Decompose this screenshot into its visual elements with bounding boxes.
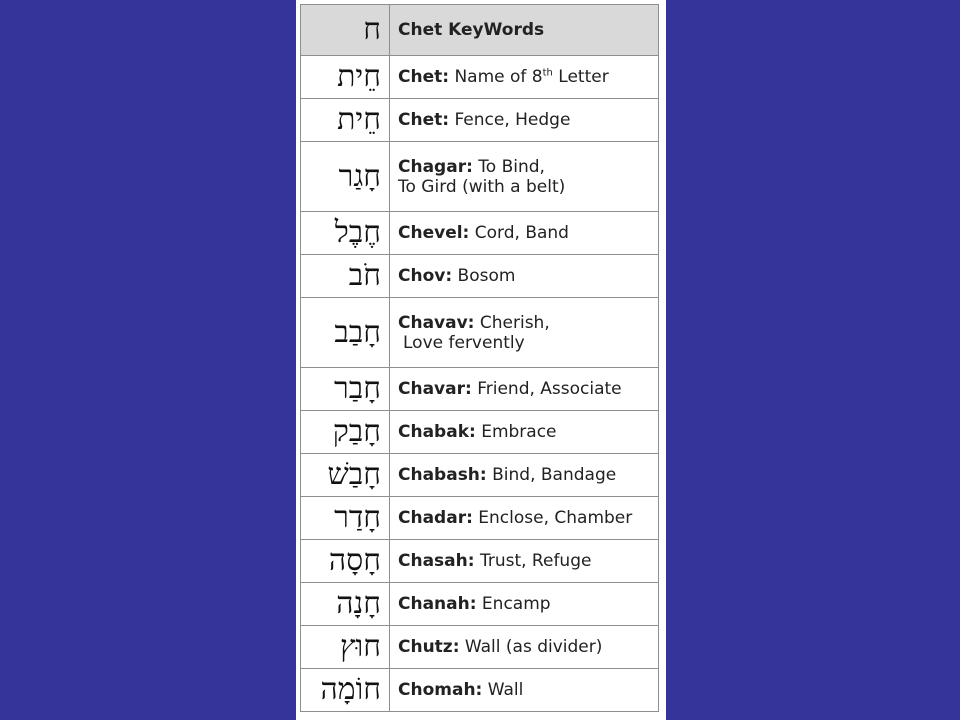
keyword-term: Chet: <box>398 67 450 87</box>
keyword-meaning: Encamp <box>476 594 551 614</box>
table-row <box>301 583 659 626</box>
keyword-term: Chavav: <box>398 312 475 333</box>
keyword-description <box>390 497 659 540</box>
hebrew-word: חֵית <box>301 56 390 99</box>
keyword-meaning-line2: To Gird (with a belt) <box>398 176 566 197</box>
keyword-term: Chasah: <box>398 551 475 571</box>
table-row <box>301 368 659 411</box>
keyword-term: Chabash: <box>398 465 487 485</box>
hebrew-word: חָבַשׁ <box>301 454 390 497</box>
table-header-row <box>301 5 659 56</box>
keyword-description <box>390 99 659 142</box>
keyword-meaning: Fence, Hedge <box>449 110 571 130</box>
keyword-description <box>390 411 659 454</box>
hebrew-word: חָבַק <box>301 411 390 454</box>
keyword-description <box>390 454 659 497</box>
keyword-meaning: Bosom <box>452 266 516 286</box>
keyword-description <box>390 583 659 626</box>
keyword-meaning-line2: Love fervently <box>403 332 525 353</box>
keyword-meaning: Trust, Refuge <box>474 551 592 571</box>
keyword-description <box>390 298 659 368</box>
keyword-description <box>390 142 659 212</box>
keyword-meaning: Wall (as divider) <box>459 637 603 657</box>
keyword-description <box>390 56 659 99</box>
keyword-term: Chanah: <box>398 594 477 614</box>
keyword-meaning: Wall <box>482 680 524 700</box>
keyword-term: Chet: <box>398 110 450 130</box>
hebrew-word: חוּץ <box>301 626 390 669</box>
table-row <box>301 497 659 540</box>
keyword-meaning: To Bind, <box>472 156 545 177</box>
chet-keywords-table <box>300 4 659 712</box>
table-row <box>301 454 659 497</box>
hebrew-word: חוֹמָה <box>301 669 390 712</box>
keyword-meaning: Bind, Bandage <box>486 465 617 485</box>
keyword-meaning: Cord, Band <box>469 223 569 243</box>
table-row <box>301 255 659 298</box>
keyword-term: Chadar: <box>398 508 473 528</box>
keyword-meaning: Friend, Associate <box>471 379 622 399</box>
keyword-meaning: Enclose, Chamber <box>472 508 633 528</box>
keyword-description <box>390 255 659 298</box>
keyword-term: Chavar: <box>398 379 472 399</box>
keyword-meaning: Cherish, <box>474 312 550 333</box>
table-row <box>301 626 659 669</box>
header-title: Chet KeyWords <box>390 5 659 56</box>
table-row <box>301 298 659 368</box>
keywords-card <box>296 0 666 720</box>
hebrew-word: חֹב <box>301 255 390 298</box>
hebrew-word: חָנָה <box>301 583 390 626</box>
table-row <box>301 411 659 454</box>
keyword-description <box>390 669 659 712</box>
keyword-term: Chabak: <box>398 422 476 442</box>
table-row <box>301 99 659 142</box>
hebrew-word: חֵית <box>301 99 390 142</box>
hebrew-word: חָבַב <box>301 298 390 368</box>
table-row <box>301 212 659 255</box>
keyword-term: Chagar: <box>398 156 473 177</box>
header-hebrew-letter: ח <box>301 5 390 56</box>
table-row <box>301 669 659 712</box>
hebrew-word: חָסָה <box>301 540 390 583</box>
ordinal-suffix: th <box>542 67 553 79</box>
keyword-description <box>390 540 659 583</box>
keyword-description <box>390 212 659 255</box>
keyword-term: Chutz: <box>398 637 460 657</box>
hebrew-word: חָגַר <box>301 142 390 212</box>
table-row <box>301 56 659 99</box>
keyword-description <box>390 626 659 669</box>
table-row <box>301 540 659 583</box>
table-row <box>301 142 659 212</box>
hebrew-word: חָדַר <box>301 497 390 540</box>
keyword-term: Chomah: <box>398 680 483 700</box>
hebrew-word: חָבַר <box>301 368 390 411</box>
keyword-meaning: Name of 8 <box>449 67 543 87</box>
keyword-meaning-tail: Letter <box>552 67 609 87</box>
keyword-description <box>390 368 659 411</box>
keyword-term: Chov: <box>398 266 453 286</box>
keyword-term: Chevel: <box>398 223 470 243</box>
keyword-meaning: Embrace <box>475 422 557 442</box>
hebrew-word: חֶבֶל <box>301 212 390 255</box>
